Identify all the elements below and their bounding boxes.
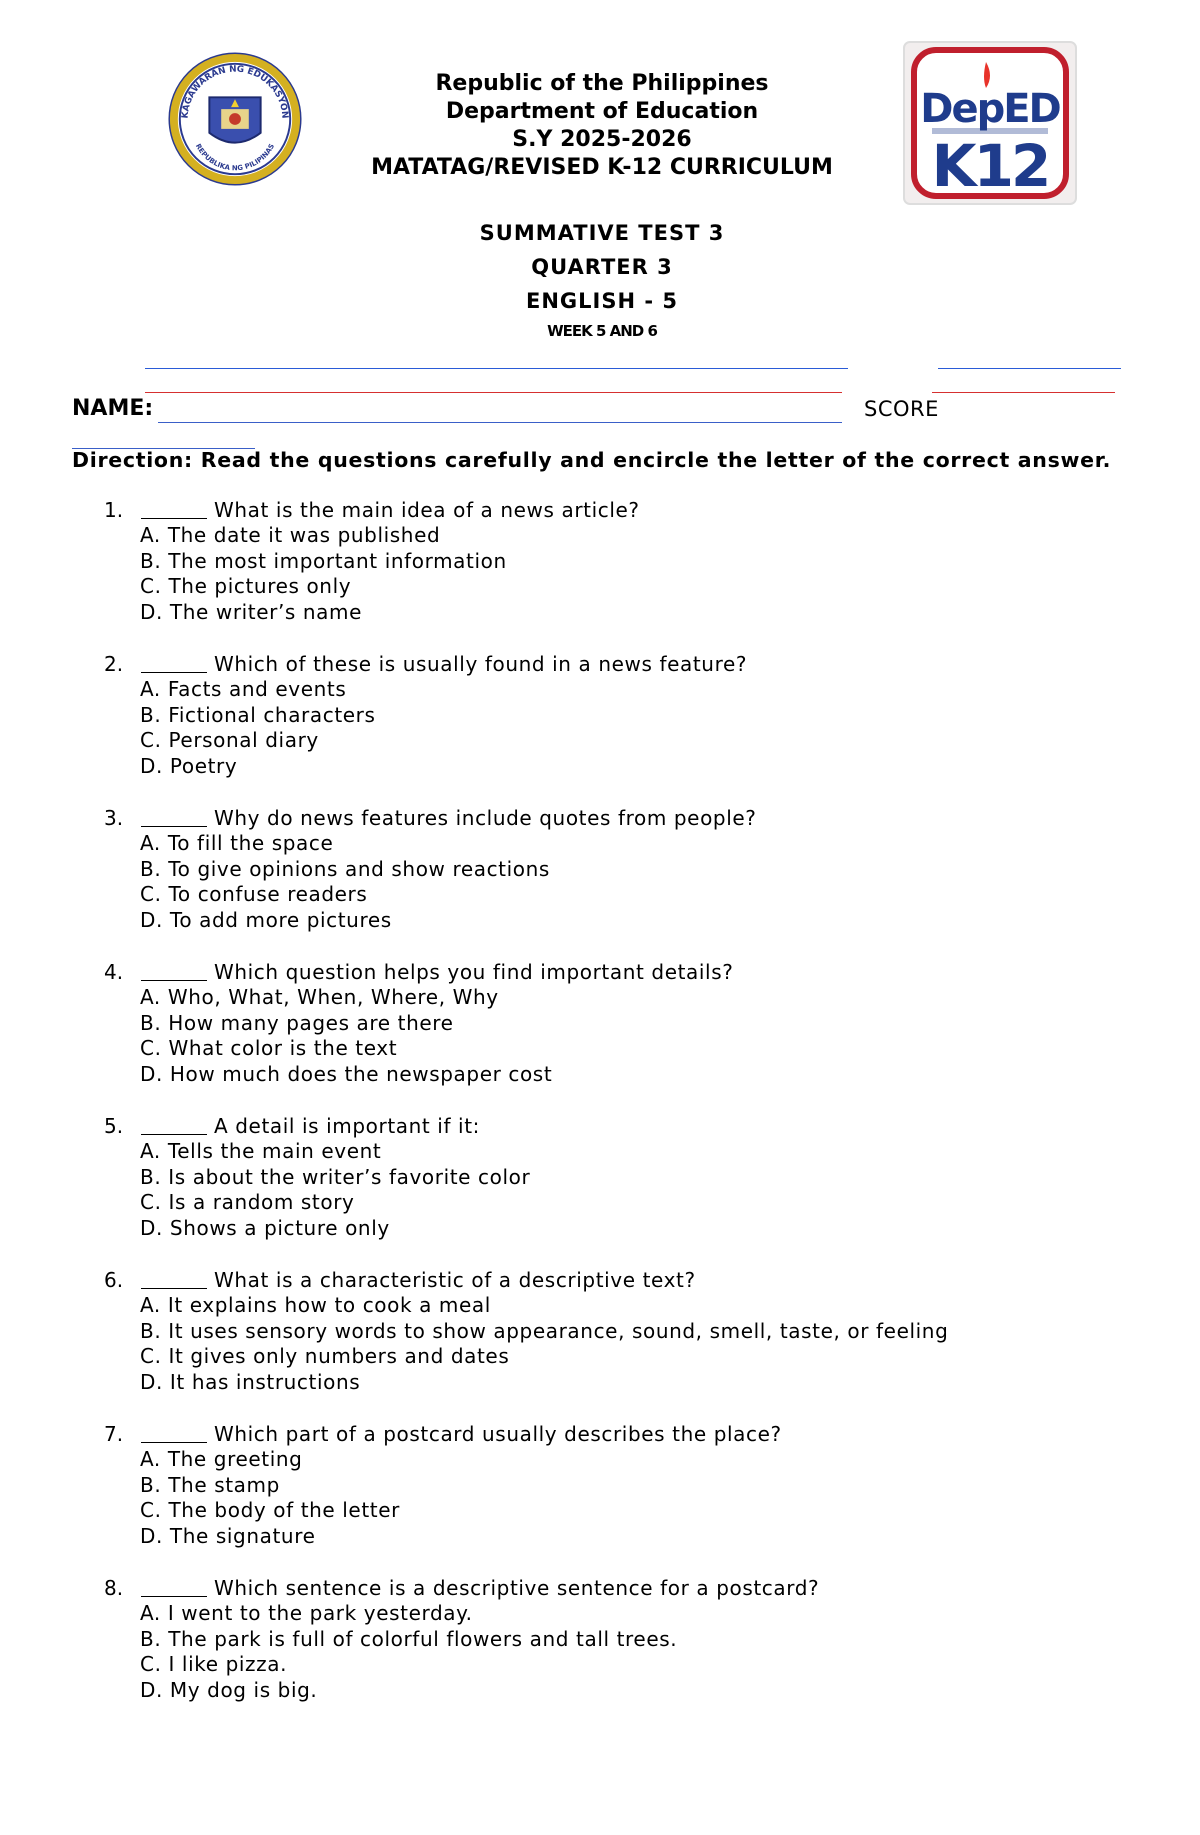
option-a[interactable]: A. I went to the park yesterday. [140,1601,473,1625]
question-number: 7. [104,1422,124,1446]
option-a[interactable]: A. To fill the space [140,831,334,855]
deped-seal-logo [166,50,304,188]
answer-blank[interactable] [141,518,207,519]
svg-text:K12: K12 [931,132,1049,200]
option-c[interactable]: C. Is a random story [140,1190,355,1215]
options-list [140,523,507,626]
question-text: Which part of a postcard usually describes the place? [214,1422,782,1446]
options-list [140,985,552,1088]
option-b[interactable]: B. To give opinions and show reactions [140,856,550,881]
question-item [0,652,1200,806]
question-list [0,498,1200,1730]
header-school-year: S.Y 2025-2026 [512,127,692,152]
option-b[interactable]: B. It uses sensory words to show appearance, sound, smell, taste, or feeling [140,1318,949,1343]
question-item [0,806,1200,960]
question-number: 8. [104,1576,124,1600]
option-d[interactable]: D. Shows a picture only [140,1216,390,1241]
question-text: What is a characteristic of a descriptive text? [214,1268,696,1292]
option-b[interactable]: B. Is about the writer’s favorite color [140,1164,531,1189]
options-list [140,831,550,934]
option-d[interactable]: D. To add more pictures [140,908,392,933]
name-field[interactable] [158,422,842,423]
question-number: 5. [104,1114,124,1138]
answer-blank[interactable] [141,1596,207,1597]
question-text: Which question helps you find important details? [214,960,734,984]
quarter-title: QUARTER 3 [531,255,673,279]
question-number: 4. [104,960,124,984]
test-title: SUMMATIVE TEST 3 [479,221,725,245]
option-b[interactable]: B. Fictional characters [140,702,376,727]
header-curriculum: MATATAG/REVISED K-12 CURRICULUM [371,155,833,180]
option-a[interactable]: A. Tells the main event [140,1139,382,1163]
question-item [0,960,1200,1114]
question-number: 6. [104,1268,124,1292]
answer-blank[interactable] [141,826,207,827]
svg-text:KAGAWARAN NG EDUKASYON: KAGAWARAN NG EDUKASYON [180,64,290,119]
deped-k12-logo [902,40,1078,206]
question-item [0,1268,1200,1422]
options-list [140,1601,677,1704]
svg-text:REPUBLIKA NG PILIPINAS: REPUBLIKA NG PILIPINAS [193,142,277,173]
red-rule-right [932,392,1115,393]
header-department: Department of Education [445,99,759,124]
answer-blank[interactable] [141,1134,207,1135]
blue-rule-left [145,368,848,369]
option-c[interactable]: C. To confuse readers [140,882,368,907]
option-d[interactable]: D. The writer’s name [140,600,363,625]
option-a[interactable]: A. Facts and events [140,677,347,701]
question-number: 1. [104,498,124,522]
options-list [140,1447,400,1550]
options-list [140,1293,948,1396]
test-titles [300,218,904,342]
svg-text:DepED: DepED [920,86,1060,132]
option-c[interactable]: C. I like pizza. [140,1652,288,1677]
option-a[interactable]: A. Who, What, When, Where, Why [140,985,499,1009]
option-c[interactable]: C. Personal diary [140,728,319,753]
option-d[interactable]: D. Poetry [140,754,238,779]
week-title: WEEK 5 AND 6 [547,322,657,340]
option-d[interactable]: D. How much does the newspaper cost [140,1062,553,1087]
options-list [140,677,376,780]
option-b[interactable]: B. The most important information [140,548,507,573]
subject-title: ENGLISH - 5 [525,289,678,313]
question-number: 2. [104,652,124,676]
option-d[interactable]: D. It has instructions [140,1370,361,1395]
option-a[interactable]: A. It explains how to cook a meal [140,1293,491,1317]
question-item [0,498,1200,652]
direction-text: Direction: Read the questions carefully and encircle the letter of the correct answer. [72,448,1112,472]
question-text: Why do news features include quotes from people? [214,806,757,830]
option-c[interactable]: C. It gives only numbers and dates [140,1344,510,1369]
question-item [0,1114,1200,1268]
option-b[interactable]: B. How many pages are there [140,1010,454,1035]
options-list [140,1139,530,1242]
school-header [300,70,904,182]
answer-blank[interactable] [141,1288,207,1289]
question-text: What is the main idea of a news article? [214,498,640,522]
option-c[interactable]: C. The body of the letter [140,1498,400,1523]
option-d[interactable]: D. My dog is big. [140,1678,318,1703]
red-rule-left [145,392,842,393]
question-text: Which sentence is a descriptive sentence for a postcard? [214,1576,820,1600]
answer-blank[interactable] [141,980,207,981]
option-d[interactable]: D. The signature [140,1524,316,1549]
question-text: A detail is important if it: [214,1114,480,1138]
option-a[interactable]: A. The date it was published [140,523,441,547]
score-label: SCORE [864,397,939,421]
question-number: 3. [104,806,124,830]
option-b[interactable]: B. The park is full of colorful flowers and tall trees. [140,1626,678,1651]
option-a[interactable]: A. The greeting [140,1447,303,1471]
answer-blank[interactable] [141,1442,207,1443]
header-republic: Republic of the Philippines [435,71,769,96]
name-label: NAME: [72,396,154,421]
option-c[interactable]: C. What color is the text [140,1036,398,1061]
answer-blank[interactable] [141,672,207,673]
question-item [0,1422,1200,1576]
question-item [0,1576,1200,1730]
option-b[interactable]: B. The stamp [140,1472,280,1497]
question-text: Which of these is usually found in a news feature? [214,652,748,676]
blue-rule-right [938,368,1121,369]
option-c[interactable]: C. The pictures only [140,574,352,599]
